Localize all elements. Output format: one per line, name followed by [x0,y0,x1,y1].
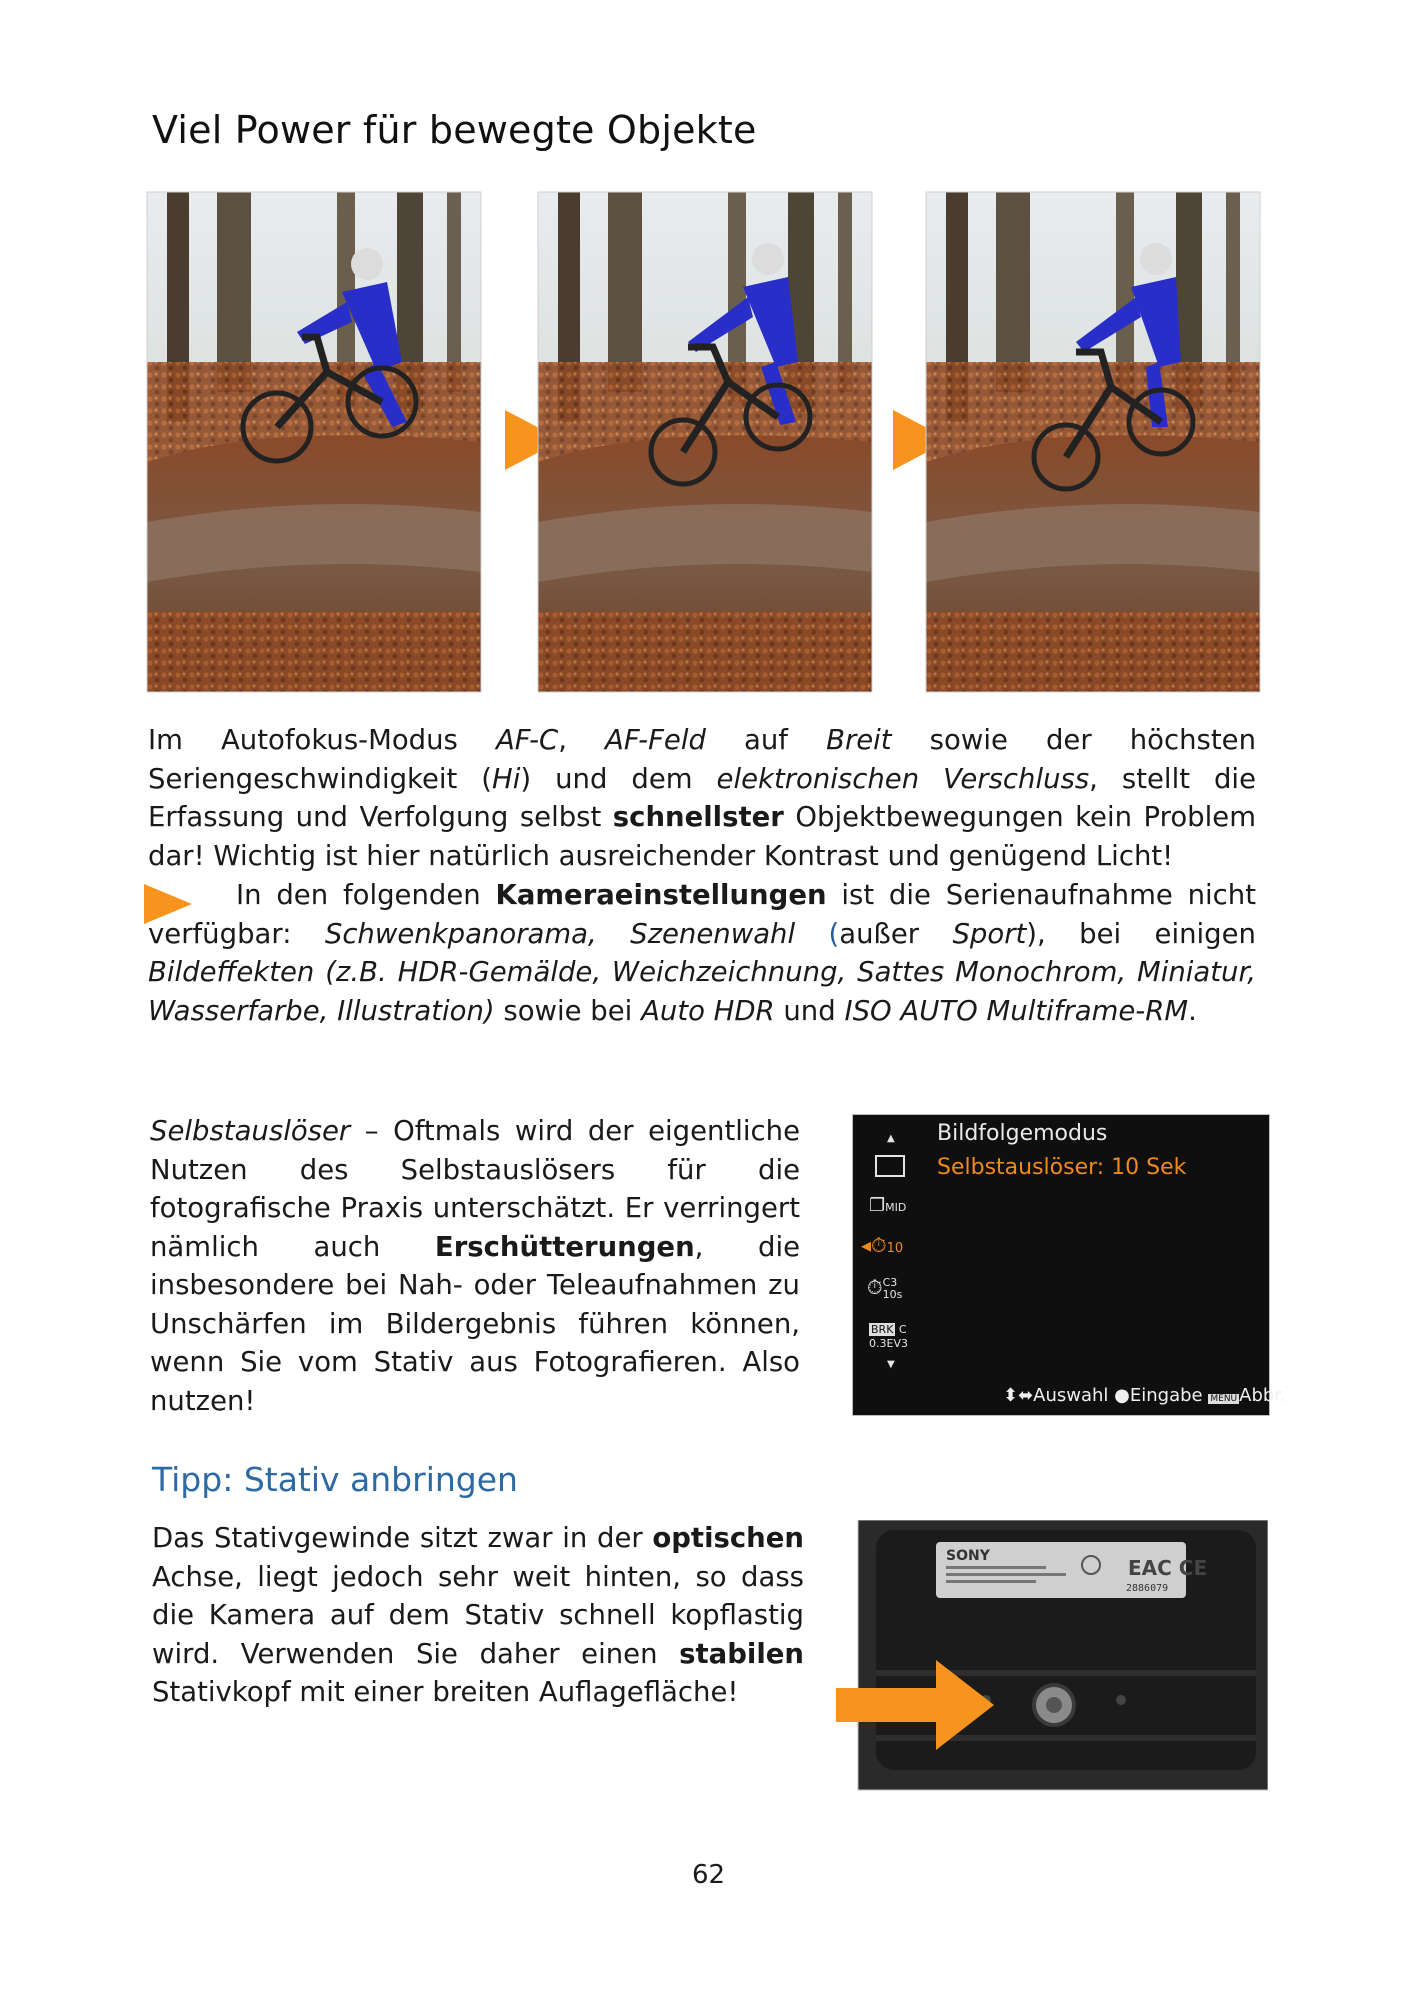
text: außer [839,917,920,950]
continuous-mid-icon: ❐MID [869,1195,907,1216]
term: Sport [952,917,1027,950]
tip-heading: Tipp: Stativ anbringen [152,1460,518,1499]
brand-label: SONY [946,1548,990,1564]
self-timer-continuous-icon: ⏱C3 10s [867,1275,903,1301]
icon-label: C [898,1323,907,1336]
menu-footer [1003,1385,1286,1406]
bracket-icon [869,1323,908,1351]
icon-label: MID [885,1201,907,1214]
emphasis: stabilen [679,1637,804,1670]
text: . [1188,994,1197,1027]
certification-mark: EAC CE [1128,1556,1208,1580]
body-paragraph [148,721,1256,875]
text: ist die Serienaufnahme nicht verfügbar: [148,879,1256,950]
dial-icon: ⬍⬌ [1003,1385,1034,1406]
single-shot-icon [875,1155,905,1177]
text: Achse, liegt jedoch sehr weit hinten, so dass die Kamera auf dem Stativ schnell kopflastig wird. Verwenden Sie daher einen [152,1560,804,1670]
text: Im Autofokus-Modus [148,724,496,756]
photo-1 [147,192,481,692]
term: Schwenkpanorama, Szenenwahl [324,917,796,950]
icon-label: C3 [882,1275,898,1289]
text: und [774,994,845,1027]
text: Stativkopf mit einer breiten Auflagefläche! [152,1676,739,1708]
emphasis: Erschütterungen [434,1230,695,1263]
text: Objektbewegungen kein Problem dar! Wichtig ist hier natürlich ausreichender Kontrast und genügend Licht! [148,801,1256,872]
emphasis: schnellster [612,801,784,833]
term: AF-C [495,724,559,756]
page-title: Viel Power für bewegte Objekte [152,108,757,152]
scroll-down-icon: ▼ [887,1359,895,1370]
term: Hi [492,762,521,795]
menu-title: Bildfolgemodus [937,1121,1108,1146]
text: ( [795,917,840,950]
term: Auto HDR [641,994,775,1027]
term: elektronischen Verschluss [716,762,1090,795]
camera-bottom-photo [836,1520,1268,1792]
text [919,918,952,950]
tip-paragraph [152,1519,804,1712]
photo-3 [926,192,1260,692]
term: Bildeffekten (z.B. HDR-Gemälde, Weichzeichnung, Sattes Monochrom, Miniatur, Wasserfarbe, Illustration) [148,956,1256,1027]
text: Das Stativgewinde sitzt zwar in der [152,1522,653,1554]
footer-select: Auswahl [1033,1385,1109,1406]
icon-label: 10 [886,1241,904,1256]
icon-label: 0.3EV3 [869,1337,908,1350]
footer-cancel: Abbr. [1239,1385,1286,1406]
term: Breit [826,724,892,756]
serial-label: 2886079 [1126,1583,1169,1594]
camera-menu-screenshot [852,1114,1286,1416]
text: auf [705,724,827,756]
scroll-up-icon: ▲ [887,1133,895,1144]
text: In den folgenden [236,879,496,911]
page-number: 62 [691,1860,726,1890]
text: ) und dem [520,762,717,795]
text: sowie der höchsten Seriengeschwindigkeit ( [148,724,1256,795]
note-paragraph [148,876,1256,1030]
text: , [558,724,606,756]
text: , stellt die Erfassung und Verfolgung selbst [148,762,1256,833]
self-timer-paragraph [150,1112,800,1420]
term: Selbstauslöser [150,1115,351,1147]
self-timer-10-icon: ◂⏱10 [861,1233,904,1257]
menu-key-icon: MENU [1210,1394,1238,1404]
text: – Oftmals wird der eigentliche Nutzen des Selbstauslösers für die fotografische Praxis unterschätzt. Er verringert nämlich auch [150,1115,800,1263]
text: , die insbesondere bei Nah- oder Teleaufnahmen zu Unschärfen im Bildergebnis führen können, wenn Sie vom Stativ aus Fotografieren. Also nutzen! [150,1230,800,1417]
photo-2 [538,192,872,692]
text: sowie bei [494,994,642,1027]
icon-label: BRK [871,1323,894,1336]
icon-label: 10s [882,1287,903,1301]
enter-dot-icon: ● [1114,1385,1130,1406]
term: ISO AUTO Multiframe-RM [844,994,1189,1027]
emphasis: optischen [652,1522,804,1554]
emphasis: Kameraeinstellungen [495,879,827,911]
term: AF-Feld [605,724,706,756]
text: ), bei einigen [1026,917,1256,950]
footer-enter: Eingabe [1129,1385,1203,1406]
menu-selected-value: Selbstauslöser: 10 Sek [937,1155,1187,1180]
photo-sequence [0,0,1417,720]
